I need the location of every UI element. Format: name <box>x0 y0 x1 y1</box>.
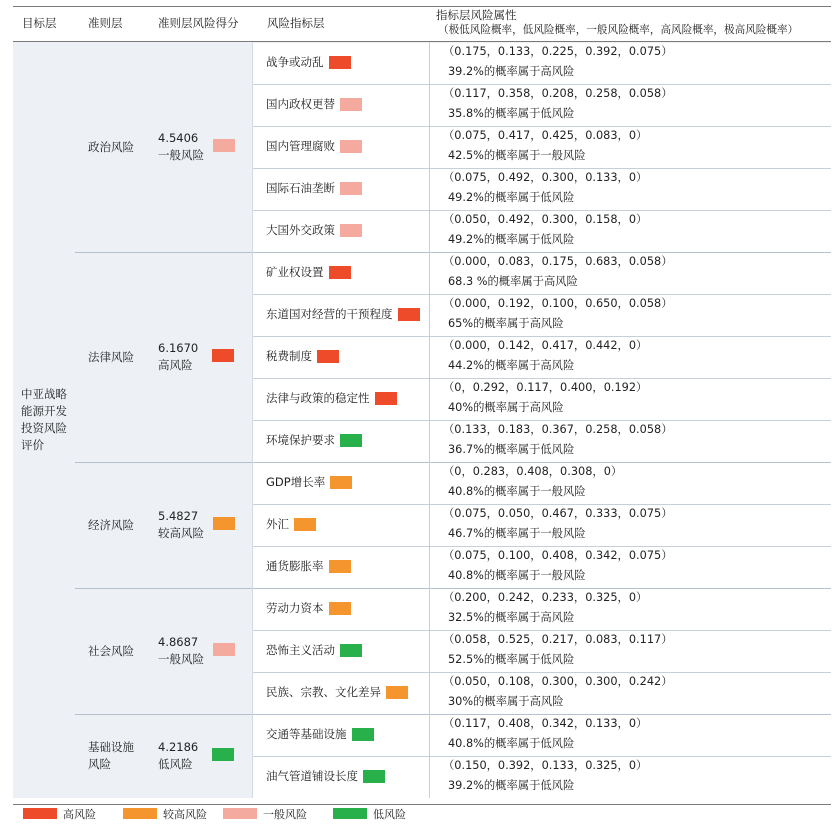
indicator-name-text: 大国外交政策 <box>266 223 335 237</box>
legend-item <box>23 808 96 821</box>
criteria-score: 6.1670 <box>158 341 199 355</box>
criteria-score: 4.8687 <box>158 635 199 649</box>
indicator-level-swatch <box>340 644 362 657</box>
indicator-name <box>266 138 362 155</box>
header-indicator-layer: 风险指标层 <box>267 16 325 30</box>
indicator-level-swatch <box>363 770 385 783</box>
indicator-conclusion: 35.8%的概率属于低风险 <box>448 107 575 120</box>
indicator-name-text: 油气管道铺设长度 <box>266 769 358 783</box>
indicator-name <box>266 432 362 449</box>
header-indicator-attr: 指标层风险属性 <box>436 8 517 22</box>
criteria-level-swatch <box>213 139 235 152</box>
indicator-probabilities: （0.075，0.492，0.300，0.133，0） <box>443 171 648 184</box>
indicator-level-swatch <box>352 728 374 741</box>
indicator-name <box>266 642 362 659</box>
indicator-name <box>266 306 420 323</box>
indicator-name-text: GDP增长率 <box>266 475 326 489</box>
indicator-name-text: 法律与政策的稳定性 <box>266 391 370 405</box>
legend-swatch <box>333 808 367 819</box>
indicator-conclusion: 46.7%的概率属于一般风险 <box>448 527 586 540</box>
legend-rule <box>13 804 831 805</box>
indicator-name-text: 通货膨胀率 <box>266 559 324 573</box>
indicator-conclusion: 40%的概率属于高风险 <box>448 401 564 414</box>
target-label-line: 能源开发 <box>21 404 67 418</box>
criteria-name: 法律风险 <box>88 349 134 364</box>
criteria-level-swatch <box>213 517 235 530</box>
table-header <box>13 6 831 42</box>
indicator-name-text: 民族、宗教、文化差异 <box>266 685 381 699</box>
indicator-level-swatch <box>340 224 362 237</box>
legend-label: 高风险 <box>63 808 96 821</box>
column-divider <box>252 42 253 798</box>
indicator-name-text: 恐怖主义活动 <box>266 643 335 657</box>
legend-item <box>123 808 207 821</box>
indicator-name <box>266 390 397 407</box>
indicator-level-swatch <box>330 476 352 489</box>
legend-swatch <box>123 808 157 819</box>
indicator-name-text: 国际石油垄断 <box>266 181 335 195</box>
criteria-level <box>158 525 204 542</box>
criteria-level-text: 高风险 <box>158 358 193 372</box>
indicator-conclusion: 49.2%的概率属于低风险 <box>448 191 575 204</box>
criteria-level-text: 一般风险 <box>158 148 204 162</box>
indicator-name-text: 国内政权更替 <box>266 97 335 111</box>
indicator-level-swatch <box>398 308 420 321</box>
indicator-conclusion: 30%的概率属于高风险 <box>448 695 564 708</box>
criteria-name: 社会风险 <box>88 643 134 658</box>
indicator-conclusion: 42.5%的概率属于一般风险 <box>448 149 586 162</box>
indicator-probabilities: （0，0.283，0.408，0.308，0） <box>443 465 623 478</box>
criteria-name: 政治风险 <box>88 139 134 154</box>
indicator-probabilities: （0.200，0.242，0.233，0.325，0） <box>443 591 648 604</box>
indicator-probabilities: （0.150，0.392，0.133，0.325，0） <box>443 759 648 772</box>
criteria-name: 经济风险 <box>88 517 134 532</box>
criteria-level <box>158 147 204 164</box>
risk-table <box>13 6 831 802</box>
indicator-probabilities: （0.117，0.358，0.208，0.258，0.058） <box>443 87 673 100</box>
indicator-conclusion: 39.2%的概率属于低风险 <box>448 779 575 792</box>
indicator-name <box>266 768 385 785</box>
indicator-probabilities: （0.075，0.100，0.408，0.342，0.075） <box>443 549 673 562</box>
criteria-name: 基础设施 <box>88 740 134 754</box>
legend-swatch <box>223 808 257 819</box>
criteria-level-text: 低风险 <box>158 757 193 771</box>
criteria-score: 4.2186 <box>158 740 199 754</box>
indicator-probabilities: （0.058，0.525，0.217，0.083，0.117） <box>443 633 673 646</box>
indicator-probabilities: （0.050，0.108，0.300，0.300，0.242） <box>443 675 673 688</box>
indicator-name <box>266 684 408 701</box>
indicator-probabilities: （0.075，0.417，0.425，0.083，0） <box>443 129 648 142</box>
indicator-name <box>266 516 316 533</box>
indicator-name <box>266 54 351 71</box>
indicator-conclusion: 32.5%的概率属于高风险 <box>448 611 575 624</box>
criteria-level <box>158 651 204 668</box>
indicator-probabilities: （0.000，0.083，0.175，0.683，0.058） <box>443 255 673 268</box>
indicator-probabilities: （0.075，0.050，0.467，0.333，0.075） <box>443 507 673 520</box>
header-target-layer: 目标层 <box>22 16 57 30</box>
indicator-name-text: 税费制度 <box>266 349 312 363</box>
indicator-conclusion: 40.8%的概率属于一般风险 <box>448 569 586 582</box>
indicator-probabilities: （0.000，0.142，0.417，0.442，0） <box>443 339 648 352</box>
criteria-score: 5.4827 <box>158 509 199 523</box>
indicator-level-swatch <box>340 140 362 153</box>
column-divider <box>429 42 430 798</box>
criteria-level <box>158 756 193 773</box>
indicator-name-text: 战争或动乱 <box>266 55 324 69</box>
indicator-name-text: 国内管理腐败 <box>266 139 335 153</box>
indicator-name <box>266 222 362 239</box>
legend-label: 较高风险 <box>163 808 207 821</box>
legend-item <box>333 808 406 821</box>
indicator-name <box>266 348 339 365</box>
indicator-level-swatch <box>329 56 351 69</box>
target-label <box>21 386 77 454</box>
indicator-probabilities: （0.000，0.192，0.100，0.650，0.058） <box>443 297 673 310</box>
indicator-name <box>266 264 351 281</box>
criteria-name: 风险 <box>88 757 111 771</box>
indicator-name <box>266 180 362 197</box>
indicator-probabilities: （0，0.292，0.117，0.400，0.192） <box>443 381 648 394</box>
legend-item <box>223 808 307 821</box>
indicator-probabilities: （0.050，0.492，0.300，0.158，0） <box>443 213 648 226</box>
indicator-name-text: 矿业权设置 <box>266 265 324 279</box>
criteria-level-swatch <box>212 349 234 362</box>
header-indicator-attr-sub: （极低风险概率，低风险概率，一般风险概率，高风险概率，极高风险概率） <box>438 24 799 36</box>
criteria-level <box>158 357 193 374</box>
indicator-conclusion: 40.8%的概率属于一般风险 <box>448 485 586 498</box>
header-top-rule <box>13 6 831 7</box>
indicator-probabilities: （0.117，0.408，0.342，0.133，0） <box>443 717 648 730</box>
indicator-name-text: 环境保护要求 <box>266 433 335 447</box>
indicator-probabilities: （0.133，0.183，0.367，0.258，0.058） <box>443 423 673 436</box>
target-label-line: 中亚战略 <box>21 387 67 401</box>
criteria-score: 4.5406 <box>158 131 199 145</box>
indicator-name-text: 交通等基础设施 <box>266 727 347 741</box>
indicator-probabilities: （0.175，0.133，0.225，0.392，0.075） <box>443 45 673 58</box>
indicator-name <box>266 96 362 113</box>
criteria-level-text: 一般风险 <box>158 652 204 666</box>
indicator-level-swatch <box>340 434 362 447</box>
indicator-conclusion: 65%的概率属于高风险 <box>448 317 564 330</box>
legend-swatch <box>23 808 57 819</box>
indicator-name <box>266 558 351 575</box>
indicator-conclusion: 44.2%的概率属于高风险 <box>448 359 575 372</box>
indicator-conclusion: 40.8%的概率属于低风险 <box>448 737 575 750</box>
criteria-level-swatch <box>213 643 235 656</box>
header-criteria-score: 准则层风险得分 <box>158 16 239 30</box>
indicator-level-swatch <box>340 182 362 195</box>
legend-label: 低风险 <box>373 808 406 821</box>
indicator-name <box>266 474 352 491</box>
indicator-conclusion: 39.2%的概率属于高风险 <box>448 65 575 78</box>
indicator-level-swatch <box>375 392 397 405</box>
criteria-level-text: 较高风险 <box>158 526 204 540</box>
indicator-conclusion: 52.5%的概率属于低风险 <box>448 653 575 666</box>
criteria-level-swatch <box>212 748 234 761</box>
indicator-name-text: 劳动力资本 <box>266 601 324 615</box>
indicator-name-text: 东道国对经营的干预程度 <box>266 307 393 321</box>
header-criteria-layer: 准则层 <box>88 16 123 30</box>
indicator-level-swatch <box>317 350 339 363</box>
legend <box>13 804 831 824</box>
legend-label: 一般风险 <box>263 808 307 821</box>
target-label-line: 投资风险 <box>21 421 67 435</box>
indicator-conclusion: 49.2%的概率属于低风险 <box>448 233 575 246</box>
indicator-level-swatch <box>329 560 351 573</box>
indicator-name <box>266 600 351 617</box>
indicator-level-swatch <box>340 98 362 111</box>
target-label-line: 评价 <box>21 438 44 452</box>
indicator-conclusion: 68.3 %的概率属于高风险 <box>448 275 578 288</box>
indicator-name-text: 外汇 <box>266 517 289 531</box>
indicator-level-swatch <box>329 602 351 615</box>
indicator-level-swatch <box>294 518 316 531</box>
indicator-name <box>266 726 374 743</box>
indicator-conclusion: 36.7%的概率属于低风险 <box>448 443 575 456</box>
indicator-level-swatch <box>386 686 408 699</box>
indicator-level-swatch <box>329 266 351 279</box>
